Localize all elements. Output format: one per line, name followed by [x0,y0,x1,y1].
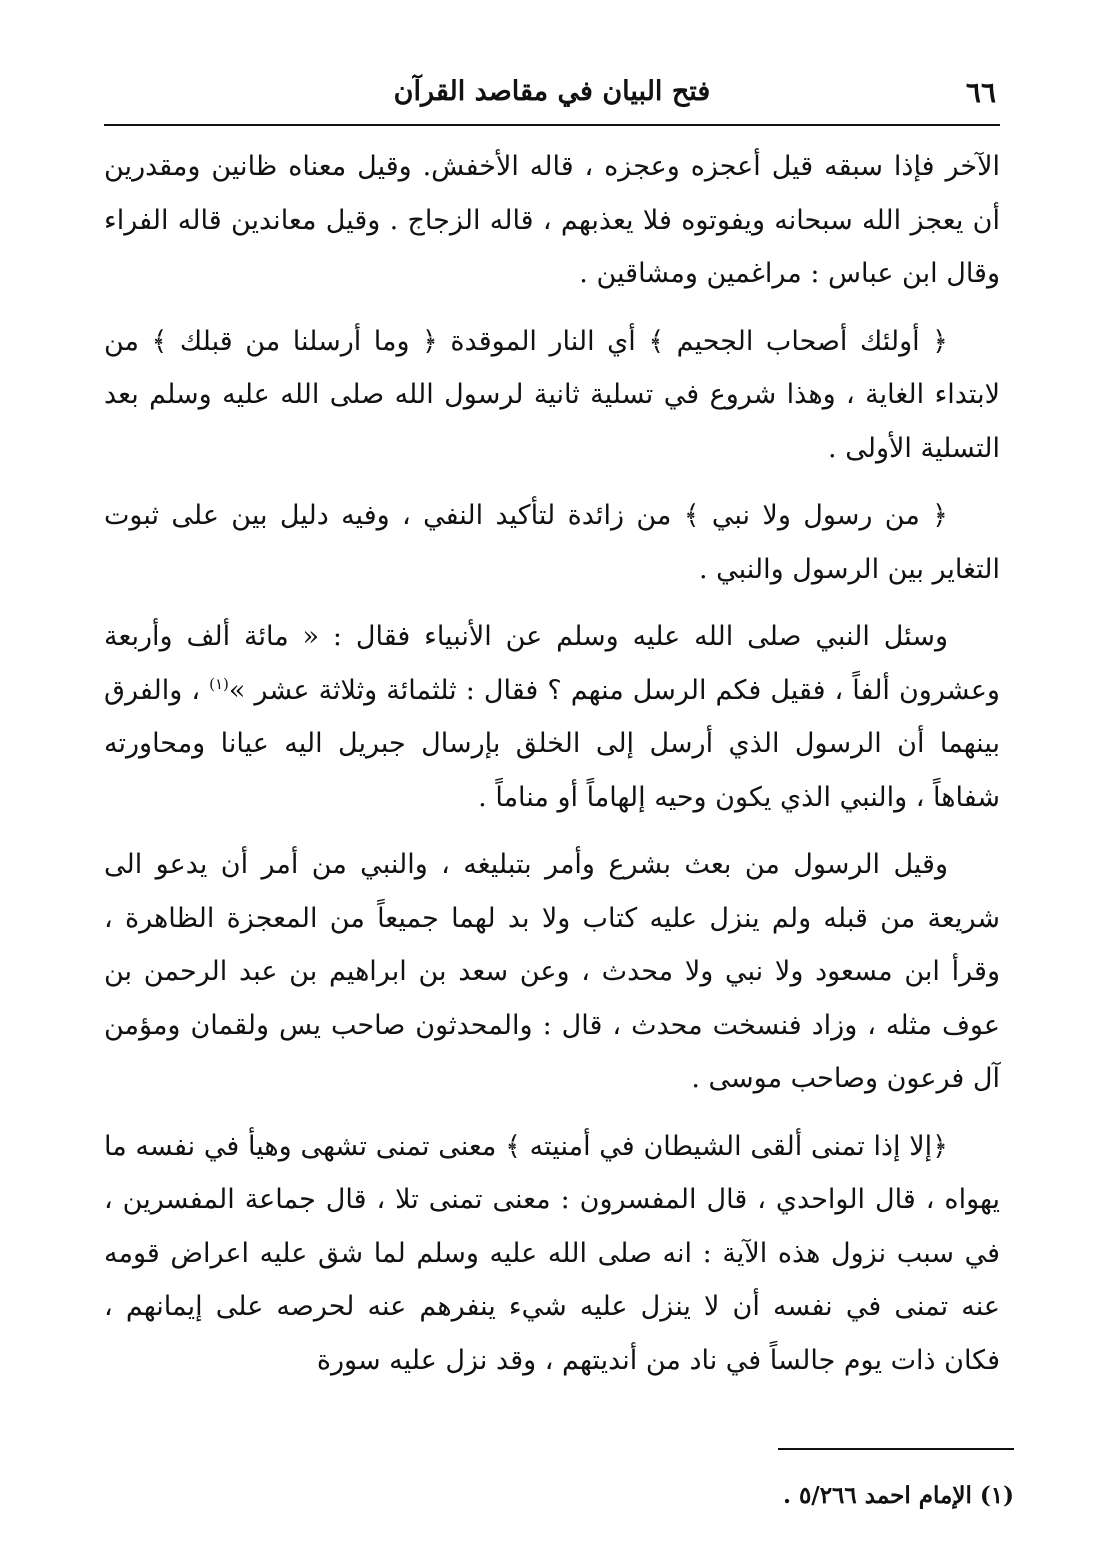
paragraph-3: ﴿ من رسول ولا نبي ﴾ من زائدة لتأكيد النفي ، وفيه دليل بين على ثبوت التغاير بين الرسول والنبي . [104,500,1000,585]
paragraph-5: وقيل الرسول من بعث بشرع وأمر بتبليغه ، والنبي من أمر أن يدعو الى شريعة من قبله ولم ينزل عليه كتاب ولا بد لهما جميعاً من المعجزة الظاهرة ، وقرأ ابن مسعود ولا نبي ولا محدث ، وعن سعد بن ابراهيم بن عبد الرحمن بن عوف مثله ، وزاد فنسخت محدث ، قال : والمحدثون صاحب يس ولقمان ومؤمن آل فرعون وصاحب موسى . [104,849,1000,1094]
paragraph-4 [104,610,1000,824]
footnote-reference[interactable]: (١) [209,674,229,693]
page-number: ٦٦ [965,76,996,109]
paragraph-4-continuation: ، والفرق بينهما أن الرسول الذي أرسل إلى الخلق بإرسال جبريل اليه عيانا ومحاورته شفاهاً ، والنبي الذي يكون وحيه إلهاماً أو مناماً . [104,674,1000,813]
footnote: (١) الإمام احمد ٥/٢٦٦ . [782,1482,1014,1509]
page-header [104,70,1000,126]
paragraph-4-text: وسئل النبي صلى الله عليه وسلم عن الأنبياء فقال : « مائة ألف وأربعة وعشرون ألفاً ، فقيل فكم الرسل منهم ؟ فقال : ثلثمائة وثلاثة عشر » [104,621,1000,706]
paragraph-2: ﴿ أولئك أصحاب الجحيم ﴾ أي النار الموقدة ﴿ وما أرسلنا من قبلك ﴾ من لابتداء الغاية ، وهذا شروع في تسلية ثانية لرسول الله صلى الله عليه وسلم بعد التسلية الأولى . [104,325,1000,464]
header-rule [104,124,1000,126]
footnote-rule [778,1448,1014,1450]
running-title: فتح البيان في مقاصد القرآن [393,76,711,107]
paragraph-6: ﴿إلا إذا تمنى ألقى الشيطان في أمنيته ﴾ معنى تمنى تشهى وهيأ في نفسه ما يهواه ، قال الواحدي ، قال المفسرون : معنى تمنى تلا ، قال جماعة المفسرين ، في سبب نزول هذه الآية : انه صلى الله عليه وسلم لما شق عليه اعراض قومه عنه تمنى في نفسه أن لا ينزل عليه شيء ينفرهم عنه لحرصه على إيمانهم ، فكان ذات يوم جالساً في ناد من أنديتهم ، وقد نزل عليه سورة [104,1130,1000,1376]
paragraph-1: الآخر فإذا سبقه قيل أعجزه وعجزه ، قاله الأخفش. وقيل معناه ظانين ومقدرين أن يعجز الله سبحانه ويفوتوه فلا يعذبهم ، قاله الزجاج . وقيل معاندين قاله الفراء وقال ابن عباس : مراغمين ومشاقين . [104,151,1000,289]
body-text [104,140,1000,1401]
